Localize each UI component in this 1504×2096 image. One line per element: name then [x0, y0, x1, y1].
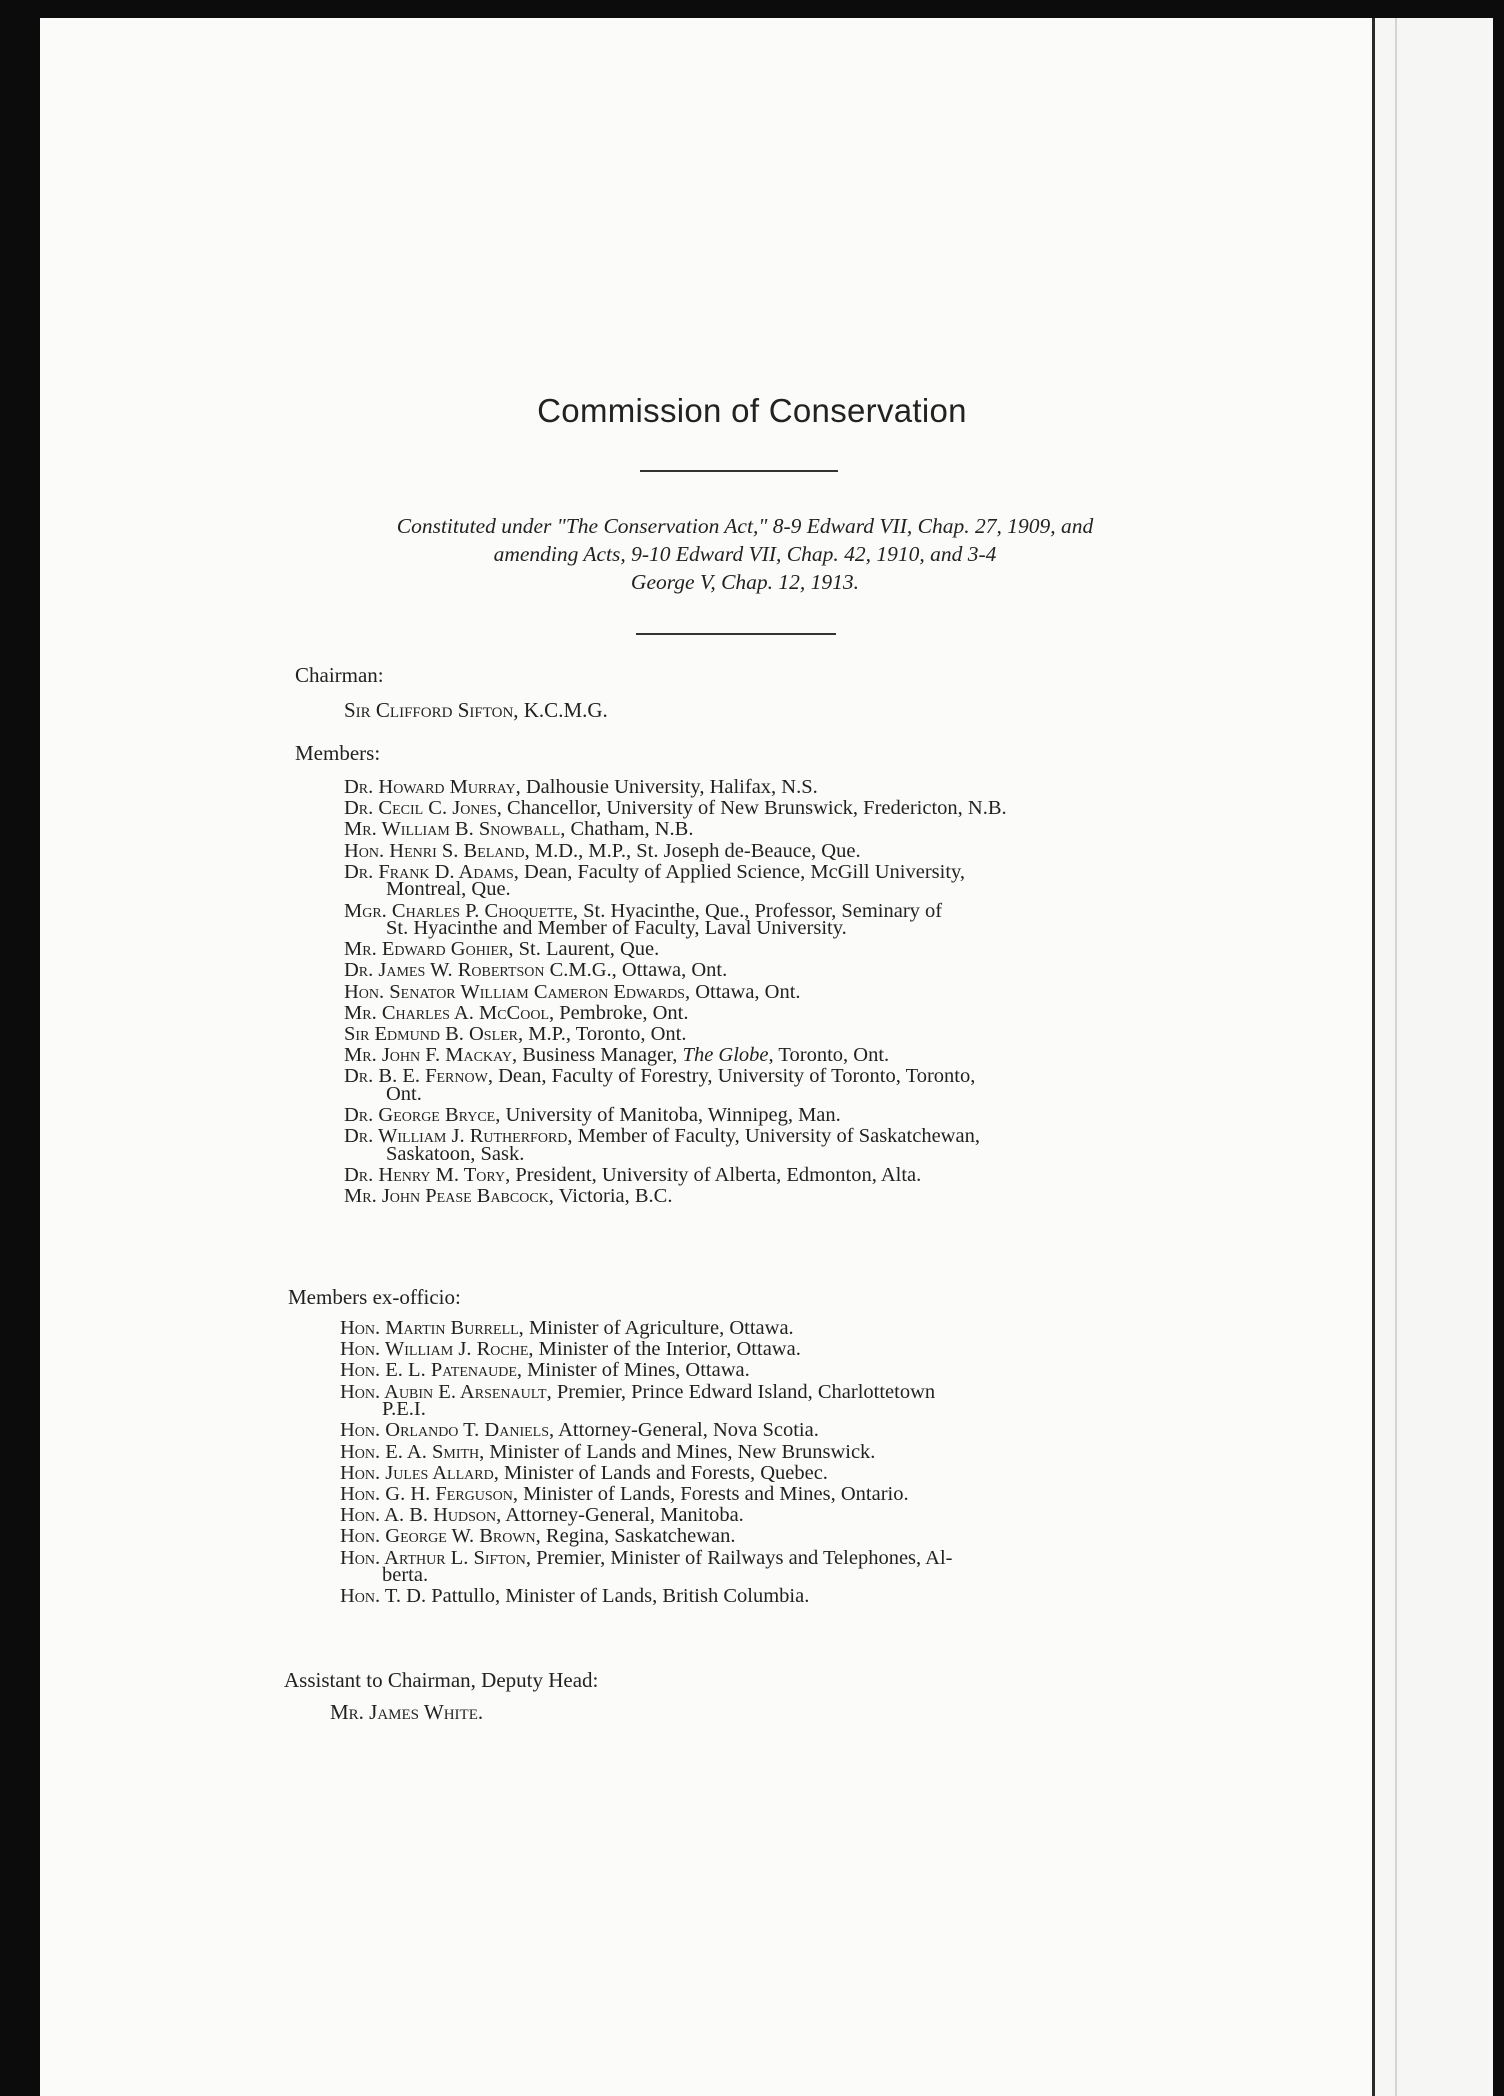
member-name: Hon. Senator William Cameron Edwards,: [344, 980, 691, 1003]
publication-title: The Globe: [682, 1044, 769, 1067]
member-entry: [344, 982, 801, 1003]
member-name: Hon. Arthur L. Sifton,: [340, 1546, 531, 1569]
member-details: M.P., Toronto, Ont.: [523, 1023, 687, 1045]
member-entry: [344, 1105, 841, 1126]
member-name: Mgr. Charles P. Choquette,: [344, 899, 578, 922]
member-details: Premier, Minister of Railways and Telephones, Al-: [530, 1546, 953, 1569]
member-name: Hon.: [340, 1585, 381, 1608]
member-entry: [344, 1024, 687, 1045]
member-name: Dr. Cecil C. Jones,: [344, 797, 502, 820]
facing-page-edge: [1372, 18, 1493, 2096]
member-entry: [344, 939, 659, 960]
member-details-continued: Montreal, Que.: [386, 878, 511, 900]
member-entry: [340, 1360, 750, 1381]
member-details-continued: Saskatoon, Sask.: [386, 1142, 525, 1165]
member-name: Hon. Jules Allard,: [340, 1461, 499, 1484]
member-name: Sir Edmund B. Osler,: [344, 1023, 524, 1045]
member-details: Business Manager,: [517, 1044, 683, 1067]
divider-rule: [640, 470, 838, 472]
member-entry: [344, 960, 727, 981]
member-entry: [344, 1066, 975, 1087]
chairman-name: Sir Clifford Sifton, K.C.M.G.: [344, 698, 608, 722]
member-details: Minister of the Interior, Ottawa.: [533, 1338, 801, 1361]
member-entry: [340, 1505, 744, 1526]
member-entry: [340, 1442, 875, 1463]
member-name: Hon. Orlando T. Daniels,: [340, 1419, 555, 1442]
member-name: Hon. Aubin E. Arsenault,: [340, 1380, 552, 1403]
member-entry: [344, 1045, 889, 1066]
member-details: President, University of Alberta, Edmonton, Alta.: [510, 1164, 922, 1186]
member-entry: [344, 1165, 921, 1186]
member-entry: [344, 819, 693, 840]
member-details: Dean, Faculty of Forestry, University of Toronto, Toronto,: [492, 1065, 976, 1088]
member-details-continued: berta.: [382, 1563, 429, 1586]
member-name: Mr. John Pease Babcock,: [344, 1185, 554, 1208]
member-name: Hon. G. H. Ferguson,: [340, 1482, 519, 1505]
member-details: C.M.G., Ottawa, Ont.: [544, 959, 728, 982]
constitution-line: amending Acts, 9-10 Edward VII, Chap. 42, 1910, and 3-4: [493, 542, 997, 566]
member-details: St. Laurent, Que.: [513, 938, 660, 961]
member-name: Hon. Martin Burrell,: [340, 1317, 524, 1339]
member-details: Minister of Lands, Forests and Mines, Ontario.: [518, 1482, 909, 1505]
member-entry: [340, 1586, 809, 1607]
member-details: Regina, Saskatchewan.: [540, 1525, 736, 1548]
member-details: Dalhousie University, Halifax, N.S.: [520, 776, 818, 798]
assistant-name: Mr. James White.: [330, 1700, 484, 1724]
constitution-note: [280, 512, 1210, 596]
member-details-continued: P.E.I.: [382, 1397, 426, 1420]
member-details: Minister of Mines, Ottawa.: [522, 1359, 750, 1382]
member-details: Dean, Faculty of Applied Science, McGill University,: [518, 860, 966, 883]
page-crease: [1395, 18, 1397, 2096]
member-entry: [340, 1420, 819, 1441]
member-entry: [344, 1003, 689, 1024]
member-details: Victoria, B.C.: [553, 1185, 673, 1208]
ex-officio-heading: Members ex-officio:: [288, 1285, 461, 1309]
member-details: M.D., M.P., St. Joseph de-Beauce, Que.: [529, 839, 861, 862]
member-name: Dr. Henry M. Tory,: [344, 1164, 511, 1186]
member-details: Attorney-General, Manitoba.: [501, 1504, 744, 1527]
member-details-continued: St. Hyacinthe and Member of Faculty, Laval University.: [386, 916, 847, 939]
member-name: Mr. Charles A. McCool,: [344, 1001, 555, 1024]
member-name: Mr. William B. Snowball,: [344, 818, 566, 841]
member-details-continued: Ont.: [386, 1082, 422, 1105]
member-details: , Toronto, Ont.: [768, 1044, 890, 1067]
member-entry: [340, 1382, 935, 1403]
member-details: University of Manitoba, Winnipeg, Man.: [500, 1104, 841, 1127]
assistant-heading: Assistant to Chairman, Deputy Head:: [284, 1668, 599, 1692]
member-details: Attorney-General, Nova Scotia.: [554, 1419, 819, 1442]
member-details: Member of Faculty, University of Saskatchewan,: [572, 1125, 980, 1148]
member-details: Premier, Prince Edward Island, Charlottetown: [551, 1380, 936, 1403]
member-name: Hon. Henri S. Beland,: [344, 839, 530, 862]
member-details: Minister of Lands and Mines, New Brunswick.: [484, 1440, 876, 1463]
member-name: Hon. E. L. Patenaude,: [340, 1359, 523, 1382]
member-entry: [340, 1548, 952, 1569]
member-details: Minister of Agriculture, Ottawa.: [523, 1317, 794, 1339]
member-name: Dr. B. E. Fernow,: [344, 1065, 493, 1088]
member-entry: [340, 1526, 736, 1547]
member-entry: [340, 1318, 794, 1339]
member-name: Hon. George W. Brown,: [340, 1525, 541, 1548]
member-details: Chatham, N.B.: [565, 818, 694, 841]
member-entry: [340, 1339, 801, 1360]
member-name: Hon. William J. Roche,: [340, 1338, 534, 1361]
member-entry: [344, 1186, 672, 1207]
member-entry: [344, 798, 1007, 819]
divider-rule: [636, 633, 836, 635]
member-name: Hon. E. A. Smith,: [340, 1440, 485, 1463]
page-title: Commission of Conservation: [537, 392, 967, 429]
chairman-heading: Chairman:: [295, 663, 384, 687]
member-details: Ottawa, Ont.: [690, 980, 801, 1003]
member-name: Mr. Edward Gohier,: [344, 938, 514, 961]
member-name: Dr. Frank D. Adams,: [344, 860, 519, 883]
member-name: Dr. William J. Rutherford,: [344, 1125, 573, 1148]
member-name: Dr. George Bryce,: [344, 1104, 501, 1127]
members-heading: Members:: [295, 741, 381, 765]
member-details: St. Hyacinthe, Que., Professor, Seminary of: [578, 899, 943, 922]
member-name: Mr. John F. Mackay,: [344, 1044, 518, 1067]
member-details: T. D. Pattullo, Minister of Lands, British Columbia.: [380, 1585, 810, 1608]
member-entry: [340, 1484, 909, 1505]
member-entry: [344, 841, 861, 862]
member-entry: [344, 777, 818, 798]
member-name: Dr. James W. Robertson: [344, 959, 545, 982]
constitution-line: Constituted under "The Conservation Act," 8-9 Edward VII, Chap. 27, 1909, and: [396, 514, 1094, 538]
member-name: Hon. A. B. Hudson,: [340, 1504, 502, 1527]
constitution-line: George V, Chap. 12, 1913.: [630, 570, 860, 594]
member-entry: [340, 1463, 828, 1484]
member-details: Minister of Lands and Forests, Quebec.: [498, 1461, 828, 1484]
member-name: Dr. Howard Murray,: [344, 776, 521, 798]
member-details: Pembroke, Ont.: [554, 1001, 689, 1024]
member-details: Chancellor, University of New Brunswick, Fredericton, N.B.: [501, 797, 1007, 820]
